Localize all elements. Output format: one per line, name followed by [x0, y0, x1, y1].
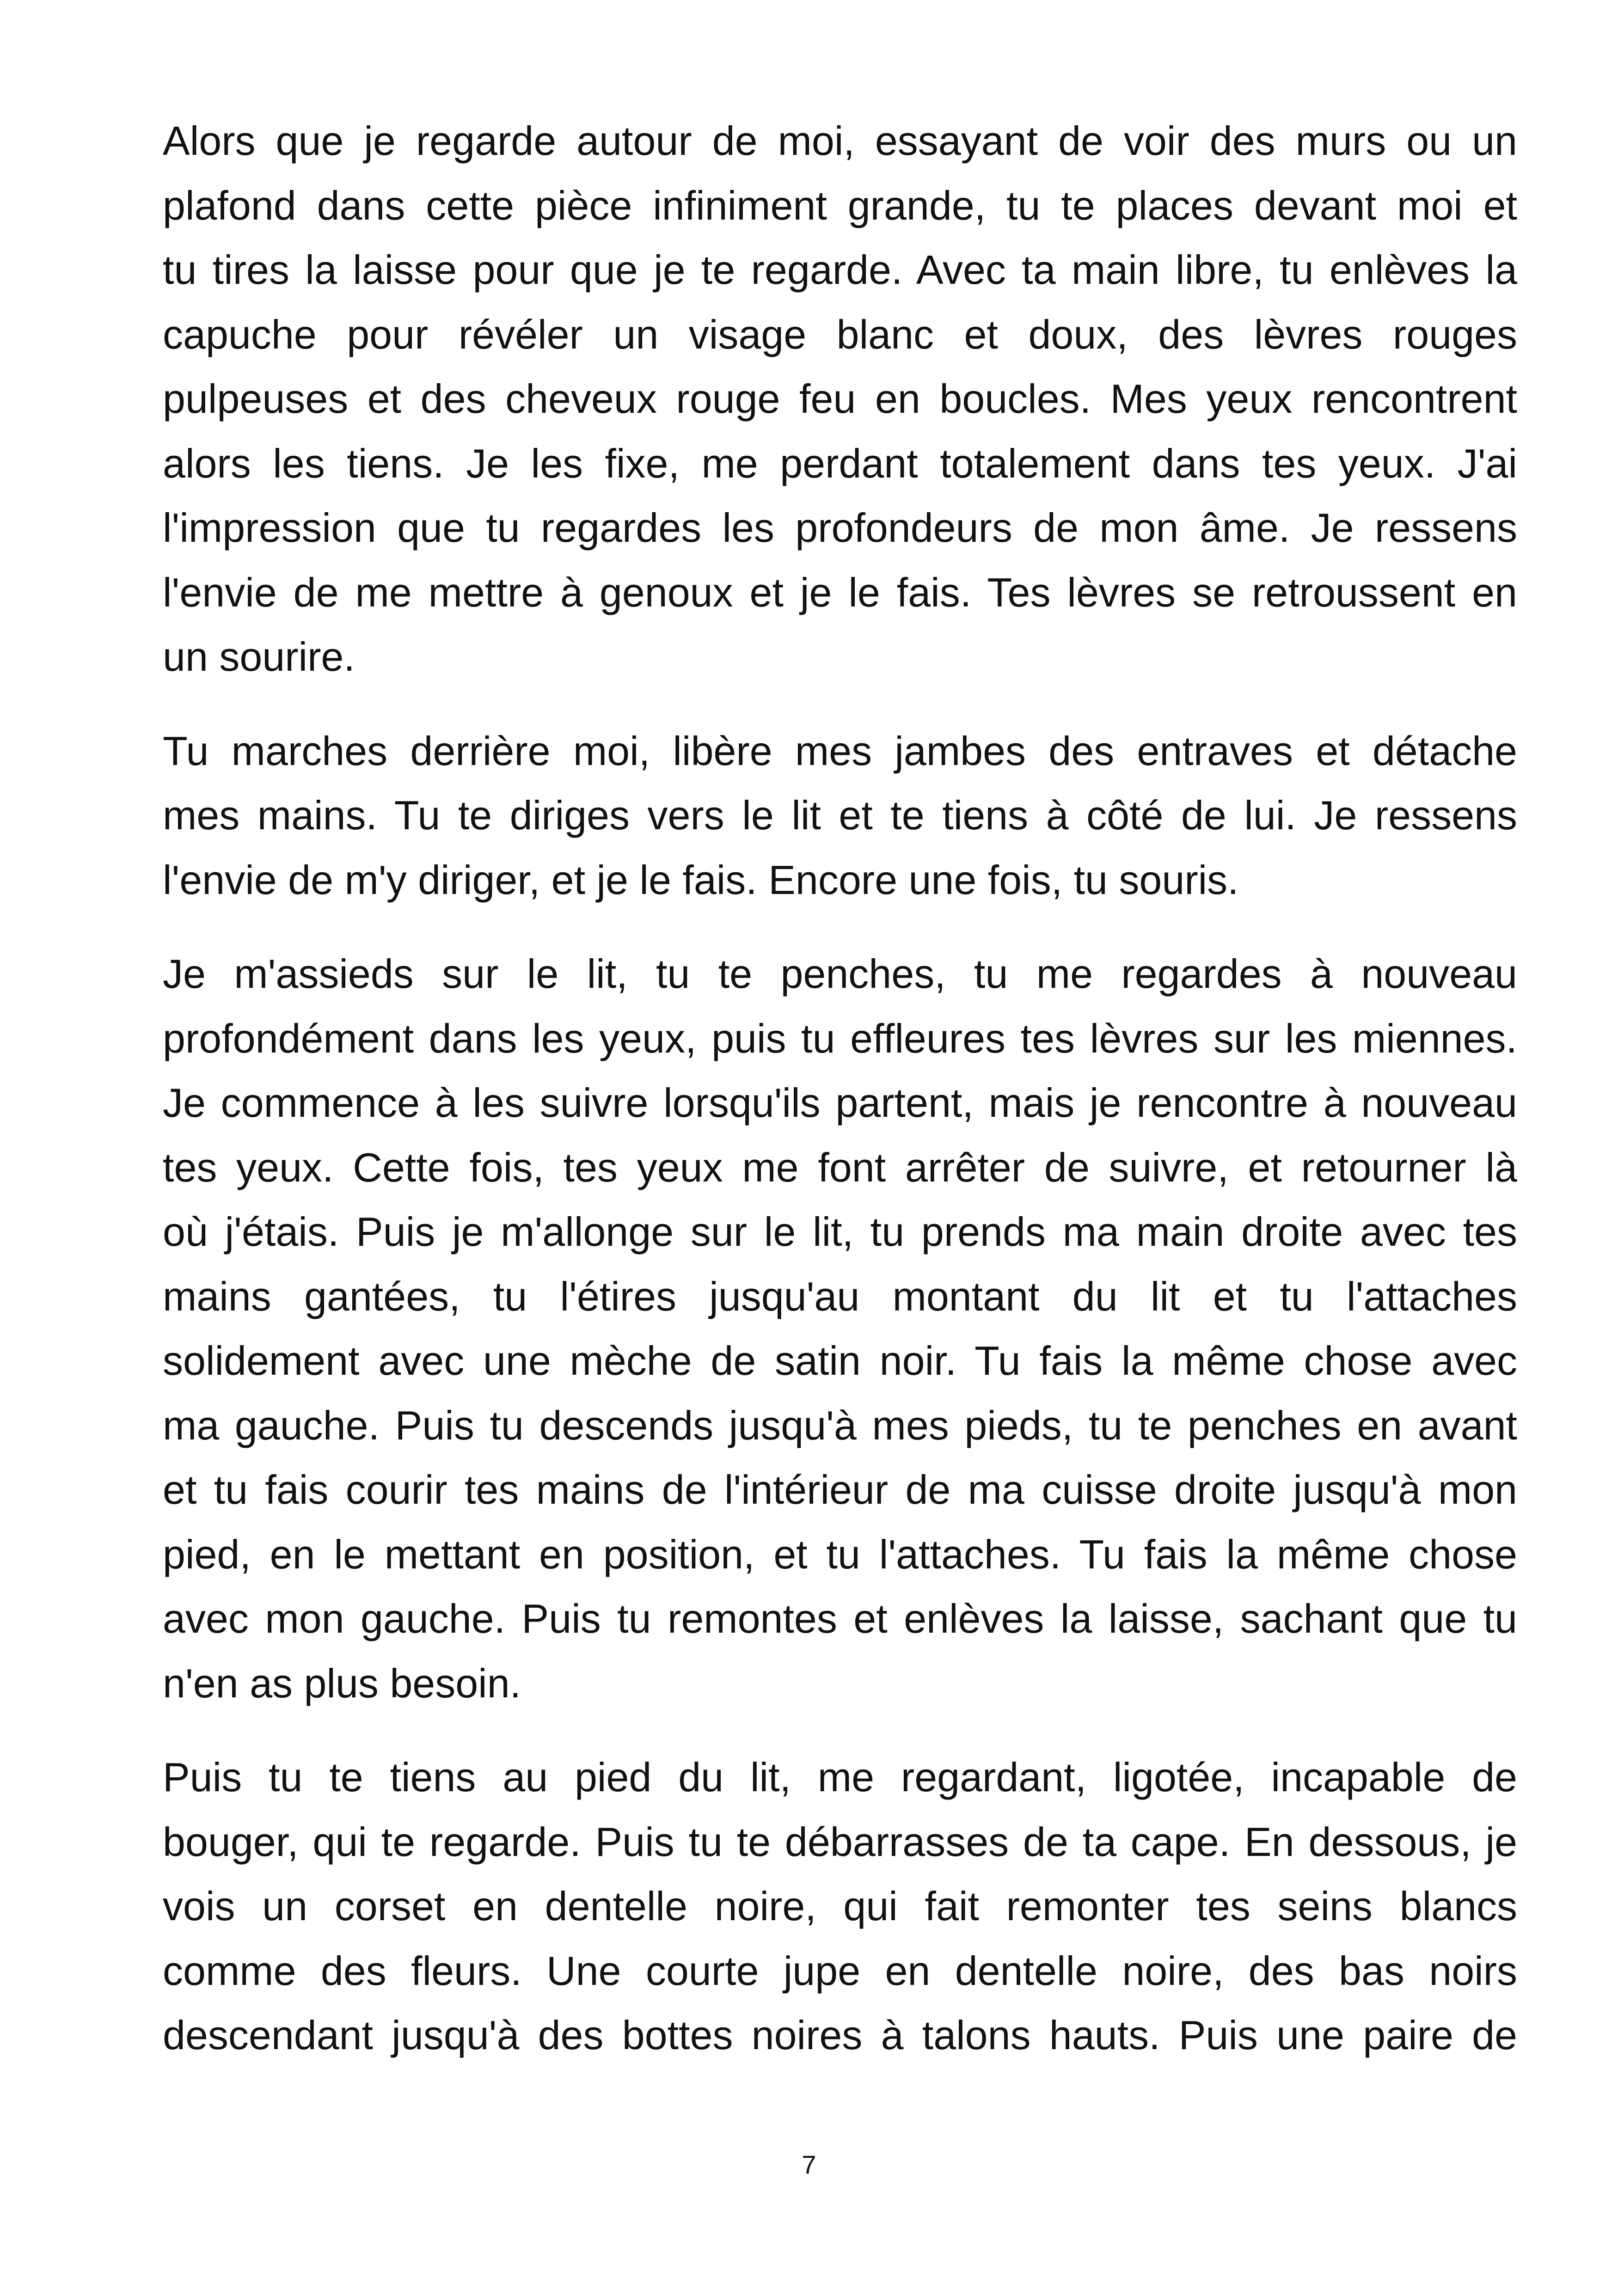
text-line: avec mon gauche. Puis tu remontes et enlèves la laisse, sachant que tu: [163, 1596, 1517, 1641]
paragraph-2: [163, 719, 1517, 912]
text-line: Je commence à les suivre lorsqu'ils partent, mais je rencontre à nouveau: [163, 1080, 1517, 1126]
text-line: Tu marches derrière moi, libère mes jambes des entraves et détache: [163, 728, 1517, 774]
text-line: et tu fais courir tes mains de l'intérieur de ma cuisse droite jusqu'à mon: [163, 1467, 1517, 1512]
text-line: tes yeux. Cette fois, tes yeux me font arrêter de suivre, et retourner là: [163, 1144, 1517, 1190]
page-number: 7: [802, 2150, 816, 2179]
document-body: [163, 109, 1517, 2097]
text-line: l'envie de m'y diriger, et je le fais. Encore une fois, tu souris.: [163, 857, 1239, 903]
text-line: pied, en le mettant en position, et tu l'attaches. Tu fais la même chose: [163, 1531, 1517, 1577]
text-line: plafond dans cette pièce infiniment grande, tu te places devant moi et: [163, 182, 1517, 228]
text-line: pulpeuses et des cheveux rouge feu en boucles. Mes yeux rencontrent: [163, 376, 1517, 422]
paragraph-3: [163, 942, 1517, 1715]
text-line: descendant jusqu'à des bottes noires à talons hauts. Puis une paire de: [163, 2012, 1517, 2058]
paragraph-4: [163, 1745, 1517, 2068]
text-line: l'impression que tu regardes les profondeurs de mon âme. Je ressens: [163, 505, 1517, 551]
text-line: n'en as plus besoin.: [163, 1660, 521, 1706]
text-line: Je m'assieds sur le lit, tu te penches, tu me regardes à nouveau: [163, 951, 1517, 997]
text-line: vois un corset en dentelle noire, qui fait remonter tes seins blancs: [163, 1883, 1517, 1929]
text-line: profondément dans les yeux, puis tu effleures tes lèvres sur les miennes.: [163, 1015, 1517, 1061]
text-line: Alors que je regarde autour de moi, essayant de voir des murs ou un: [163, 118, 1517, 164]
text-line: où j'étais. Puis je m'allonge sur le lit, tu prends ma main droite avec tes: [163, 1209, 1517, 1255]
text-line: mains gantées, tu l'étires jusqu'au montant du lit et tu l'attaches: [163, 1273, 1517, 1319]
text-line: Puis tu te tiens au pied du lit, me regardant, ligotée, incapable de: [163, 1754, 1517, 1800]
text-line: l'envie de me mettre à genoux et je le fais. Tes lèvres se retroussent en: [163, 569, 1517, 615]
text-line: tu tires la laisse pour que je te regarde. Avec ta main libre, tu enlèves la: [163, 247, 1517, 293]
paragraph-1: [163, 109, 1517, 689]
text-line: ma gauche. Puis tu descends jusqu'à mes pieds, tu te penches en avant: [163, 1402, 1517, 1448]
text-line: capuche pour révéler un visage blanc et doux, des lèvres rouges: [163, 311, 1517, 357]
text-line: mes mains. Tu te diriges vers le lit et te tiens à côté de lui. Je ressens: [163, 792, 1517, 838]
text-line: bouger, qui te regarde. Puis tu te débarrasses de ta cape. En dessous, je: [163, 1818, 1517, 1865]
text-line: solidement avec une mèche de satin noir. Tu fais la même chose avec: [163, 1338, 1517, 1384]
text-line: alors les tiens. Je les fixe, me perdant totalement dans tes yeux. J'ai: [163, 440, 1517, 486]
text-line: un sourire.: [163, 634, 355, 680]
text-line: comme des fleurs. Une courte jupe en dentelle noire, des bas noirs: [163, 1947, 1517, 1994]
